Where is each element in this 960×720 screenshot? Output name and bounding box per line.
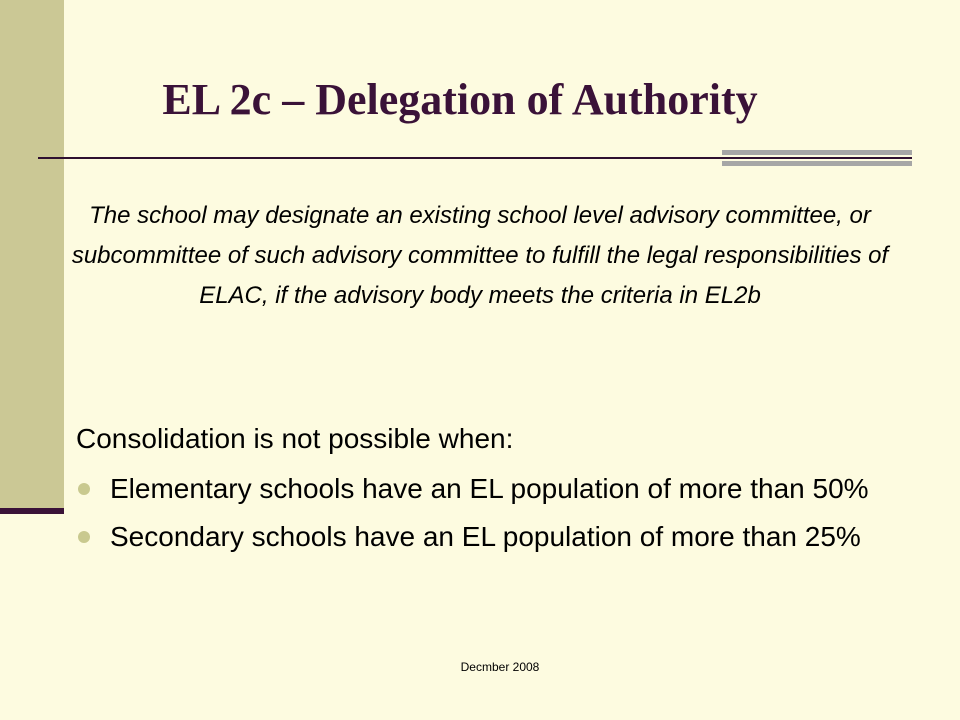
slide-footer-date: Decmber 2008	[460, 660, 540, 674]
bullet-icon	[78, 531, 90, 543]
consolidation-lead: Consolidation is not possible when:	[76, 423, 514, 454]
intro-paragraph: The school may designate an existing school level advisory committee, or subcommittee of such advisory committee to fulfill the legal responsibilities of ELAC, if the advisory body meets the criteria in EL2b	[71, 202, 889, 309]
list-item-text: Secondary schools have an EL population of more than 25%	[110, 521, 861, 552]
title-divider-accent-top	[722, 150, 912, 155]
condition-list	[76, 470, 916, 566]
title-divider	[38, 157, 912, 159]
list-item	[76, 470, 916, 508]
list-item-text: Elementary schools have an EL population of more than 50%	[110, 473, 869, 504]
list-item	[76, 518, 916, 556]
slide-title: EL 2c – Delegation of Authority	[162, 75, 758, 124]
bullet-icon	[78, 483, 90, 495]
left-accent-bar	[0, 508, 64, 514]
title-divider-accent-bottom	[722, 161, 912, 166]
